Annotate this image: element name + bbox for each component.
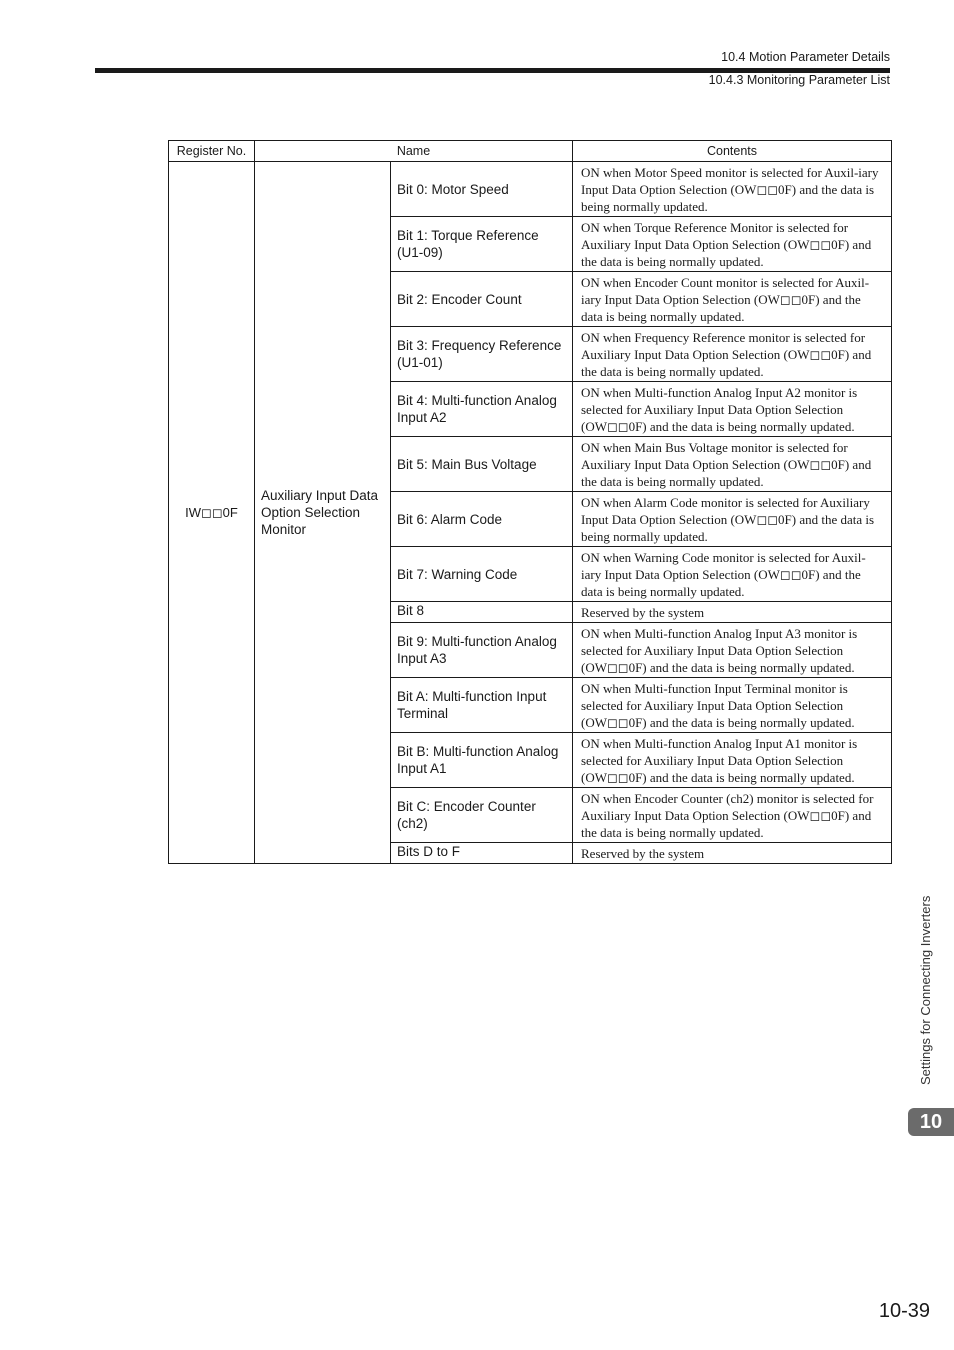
bit-label: Bit 9: Multi-function Analog Input A3 [391,623,573,678]
monitoring-parameter-table [168,140,892,864]
bit-contents: ON when Multi-function Analog Input A2 monitor is selected for Auxiliary Input Data Option Selection (OW◻◻0F) and the data is being normally updated. [573,382,892,437]
bit-label: Bit 8 [391,602,573,623]
bit-contents: ON when Frequency Reference monitor is selected for Auxiliary Input Data Option Selection (OW◻◻0F) and the data is being normally updated. [573,327,892,382]
column-header-register: Register No. [169,141,255,162]
column-header-contents: Contents [573,141,892,162]
bit-label: Bit 1: Torque Reference (U1-09) [391,217,573,272]
chapter-side-label: Settings for Connecting Inverters [918,895,933,1085]
register-number: IW◻◻0F [169,162,255,864]
bit-contents: ON when Encoder Counter (ch2) monitor is selected for Auxiliary Input Data Option Selection (OW◻◻0F) and the data is being normally updated. [573,788,892,843]
bit-contents: ON when Multi-function Input Terminal monitor is selected for Auxiliary Input Data Option Selection (OW◻◻0F) and the data is being normally updated. [573,678,892,733]
bit-contents: ON when Multi-function Analog Input A3 monitor is selected for Auxiliary Input Data Option Selection (OW◻◻0F) and the data is being normally updated. [573,623,892,678]
header-section-title: 10.4 Motion Parameter Details [721,50,890,64]
bit-contents: Reserved by the system [573,602,892,623]
bit-contents: ON when Main Bus Voltage monitor is selected for Auxiliary Input Data Option Selection (OW◻◻0F) and the data is being normally updated. [573,437,892,492]
bit-label: Bit C: Encoder Counter (ch2) [391,788,573,843]
column-header-name: Name [255,141,573,162]
bit-label: Bit A: Multi-function Input Terminal [391,678,573,733]
bit-label: Bit 3: Frequency Reference (U1-01) [391,327,573,382]
chapter-tab: 10 [908,1108,954,1136]
parameter-name: Auxiliary Input Data Option Selection Monitor [255,162,391,864]
bit-label: Bit 2: Encoder Count [391,272,573,327]
page-number: 10-39 [878,1300,930,1322]
bit-contents: ON when Multi-function Analog Input A1 monitor is selected for Auxiliary Input Data Option Selection (OW◻◻0F) and the data is being normally updated. [573,733,892,788]
bit-contents: ON when Motor Speed monitor is selected for Auxil-iary Input Data Option Selection (OW◻◻0F) and the data is being normally updated. [573,162,892,217]
bit-contents: ON when Warning Code monitor is selected for Auxil-iary Input Data Option Selection (OW◻◻0F) and the data is being normally updated. [573,547,892,602]
bit-label: Bit B: Multi-function Analog Input A1 [391,733,573,788]
bit-label: Bit 6: Alarm Code [391,492,573,547]
bit-label: Bit 7: Warning Code [391,547,573,602]
bit-label: Bit 5: Main Bus Voltage [391,437,573,492]
bit-label: Bits D to F [391,843,573,864]
bit-contents: ON when Alarm Code monitor is selected for Auxiliary Input Data Option Selection (OW◻◻0F) and the data is being normally updated. [573,492,892,547]
bit-label: Bit 0: Motor Speed [391,162,573,217]
bit-label: Bit 4: Multi-function Analog Input A2 [391,382,573,437]
header-subsection-title: 10.4.3 Monitoring Parameter List [708,73,890,87]
bit-contents: ON when Torque Reference Monitor is selected for Auxiliary Input Data Option Selection (OW◻◻0F) and the data is being normally updated. [573,217,892,272]
bit-contents: ON when Encoder Count monitor is selected for Auxil-iary Input Data Option Selection (OW◻◻0F) and the data is being normally updated. [573,272,892,327]
bit-contents: Reserved by the system [573,843,892,864]
table-row [169,162,892,217]
